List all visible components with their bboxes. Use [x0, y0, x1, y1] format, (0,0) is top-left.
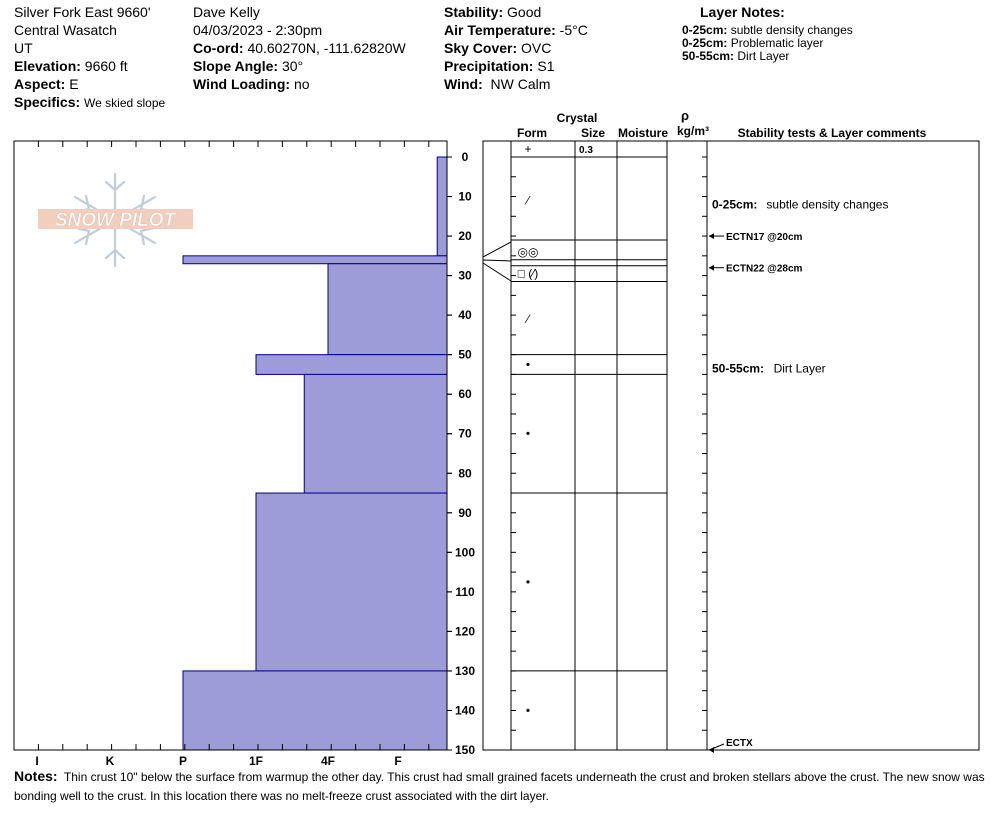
wind-loading-value: no	[293, 76, 310, 92]
depth-tick-label: 30	[458, 268, 472, 283]
stability-test-label: ECTN17 @20cm	[726, 232, 803, 244]
hardness-layer-bar	[328, 264, 447, 355]
hardness-layer-bar	[256, 493, 447, 671]
hardness-layer-bar	[183, 671, 447, 750]
depth-tick-label: 70	[458, 426, 472, 441]
hardness-tick-label: I	[35, 754, 39, 768]
depth-tick-label: 10	[458, 189, 472, 204]
layer-note-range: 50-55cm:	[682, 49, 735, 63]
observer-name: Dave Kelly	[193, 4, 260, 20]
crystal-form-symbol: •	[525, 357, 531, 372]
form-header: Form	[517, 126, 547, 140]
crystal-form-symbol: •	[525, 574, 531, 589]
layer-connector	[483, 260, 511, 261]
depth-tick-label: 40	[458, 308, 472, 323]
depth-tick-label: 80	[458, 466, 472, 481]
aspect-value: E	[69, 76, 79, 92]
slope-value: 30°	[281, 58, 304, 74]
layer-note-range: 0-25cm:	[682, 23, 728, 37]
location-name: Silver Fork East 9660'	[14, 4, 151, 20]
hardness-layer-bar	[256, 355, 447, 375]
crystal-form-symbol: •	[525, 426, 531, 441]
hardness-tick-label: 1F	[248, 754, 264, 768]
air-temp-value: -5°C	[559, 22, 588, 38]
wind-label: Wind:	[444, 76, 483, 92]
depth-tick-label: 110	[455, 584, 475, 599]
depth-tick-label: 20	[458, 229, 472, 244]
sky-label: Sky Cover:	[444, 40, 518, 56]
air-temp-label: Air Temperature:	[444, 22, 556, 38]
specifics-label: Specifics:	[14, 94, 81, 110]
depth-tick-label: 140	[454, 703, 476, 718]
wind-value: NW Calm	[490, 76, 551, 92]
aspect-label: Aspect:	[14, 76, 66, 92]
hardness-layer-bar	[183, 256, 447, 264]
stability-test-label: ECTN22 @28cm	[726, 263, 803, 275]
comments-header: Stability tests & Layer comments	[737, 126, 927, 140]
arrow-head-icon	[709, 265, 714, 271]
rho-header: ρ	[680, 108, 690, 123]
slope-label: Slope Angle:	[193, 58, 279, 74]
coord-value: 40.60270N, -111.62820W	[247, 40, 406, 56]
hardness-tick-label: 4F	[320, 754, 336, 768]
notes-text: Thin crust 10" below the surface from warmup the other day. This crust had small grained facets underneath the crust and broken stellars above the crust. The new snow was bonding well to the crust. In this location there was no melt-freeze crust associated with the dirt layer.	[14, 770, 985, 803]
depth-tick-label: 130	[454, 663, 476, 678]
hardness-layer-bar	[304, 374, 447, 493]
stability-test-label: ECTX	[726, 738, 753, 749]
precip-value: S1	[537, 58, 555, 74]
hardness-tick-label: K	[105, 754, 115, 768]
density-unit-header: kg/m³	[676, 124, 710, 138]
arrow-head-icon	[709, 233, 714, 239]
crystal-form-symbol: ◎◎	[517, 244, 539, 259]
crystal-form-symbol: ⁄	[526, 312, 530, 327]
depth-tick-label: 100	[454, 545, 476, 560]
layer-comment-text: Dirt Layer	[773, 361, 826, 376]
depth-tick-label: 50	[458, 347, 472, 362]
snowpilot-logo	[38, 174, 193, 266]
moisture-header: Moisture	[617, 126, 669, 140]
depth-tick-label: 120	[454, 624, 476, 639]
layer-comment-text: subtle density changes	[766, 197, 889, 212]
size-header: Size	[580, 126, 606, 140]
crystal-form-symbol: •	[525, 703, 531, 718]
hardness-tick-label: F	[394, 754, 402, 768]
stability-value: Good	[507, 4, 542, 20]
layer-connector	[483, 242, 511, 257]
hardness-layer-bar	[437, 157, 447, 256]
elevation-label: Elevation:	[14, 58, 81, 74]
specifics-value: We skied slope	[84, 96, 166, 110]
precip-label: Precipitation:	[444, 58, 534, 74]
state-name: UT	[14, 40, 33, 56]
observation-datetime: 04/03/2023 - 2:30pm	[193, 22, 323, 38]
range-name: Central Wasatch	[14, 22, 117, 38]
wind-loading-label: Wind Loading:	[193, 76, 291, 92]
snowpilot-logo-text: SNOW PILOT	[54, 210, 176, 231]
hardness-tick-label: P	[178, 754, 188, 768]
crystal-size-value: 0.3	[579, 145, 593, 157]
layer-connector	[483, 263, 511, 281]
crystal-form-symbol: +	[524, 142, 532, 157]
elevation-value: 9660 ft	[84, 58, 128, 74]
crystal-form-symbol: ⁄	[526, 193, 530, 208]
layer-comment-range: 0-25cm:	[712, 197, 758, 212]
crystal-panel-frame	[483, 141, 707, 750]
sky-value: OVC	[521, 40, 552, 56]
arrow-head-icon	[709, 747, 714, 753]
layer-note-text: Dirt Layer	[737, 49, 790, 63]
layer-notes-title: Layer Notes:	[700, 4, 785, 20]
notes-section	[14, 767, 989, 806]
layer-comment-range: 50-55cm:	[712, 361, 765, 376]
layer-note-text: Problematic layer	[730, 36, 824, 50]
depth-tick-label: 60	[458, 387, 472, 402]
coord-label: Co-ord:	[193, 40, 244, 56]
depth-tick-label: 150	[454, 743, 476, 757]
layer-note-range: 0-25cm:	[682, 36, 728, 50]
depth-tick-label: 0	[461, 150, 469, 164]
stability-label: Stability:	[444, 4, 504, 20]
layer-note-text: subtle density changes	[730, 23, 853, 37]
crystal-form-symbol: □ (⁄)	[517, 266, 539, 281]
depth-tick-label: 90	[458, 505, 472, 520]
crystal-header: Crystal	[556, 111, 598, 125]
notes-label: Notes:	[14, 768, 58, 784]
